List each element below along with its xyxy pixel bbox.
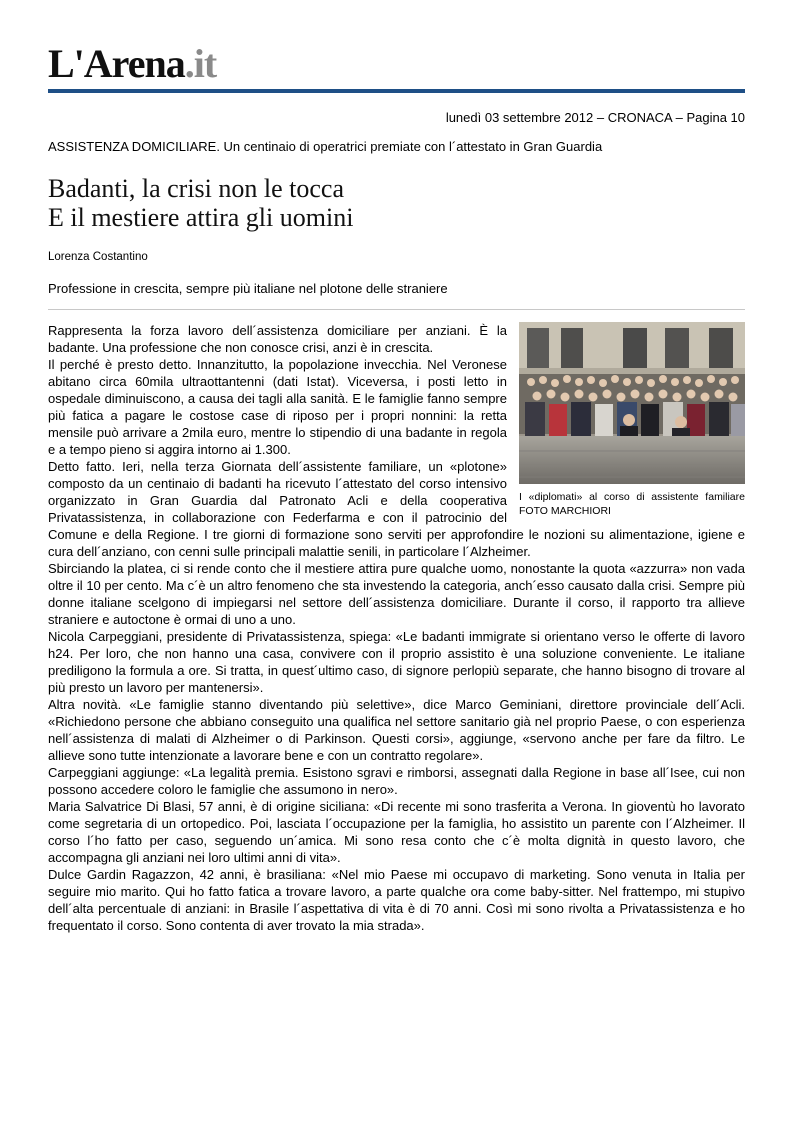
body-paragraph: Rappresenta la forza lavoro dell´assistenza domiciliare per anziani. È la badante. Una professione che non conosce crisi, anzi è in crescita. (48, 323, 507, 355)
photo-spacer (519, 322, 745, 522)
body-paragraph: Maria Salvatrice Di Blasi, 57 anni, è di origine siciliana: «Di recente mi sono trasferita a Verona. In gioventù ho lavorato come segretaria di un ortopedico. Poi, lasciata l´occupazione per la famiglia, ho assistito un parente con l´Alzheimer. Il corso l´ho fatto per caso, seguendo un´amica. Mi sono resa conto che c´è molta dignità in questo lavoro, che accompagna gli anziani nei loro ultimi anni di vita». (48, 799, 745, 865)
author-byline: Lorenza Costantino (48, 251, 148, 263)
headline (48, 174, 745, 232)
body-paragraph: Dulce Gardin Ragazzon, 42 anni, è brasiliana: «Nel mio Paese mi occupavo di marketing. Sono venuta in Italia per seguire mio marito. Qui ho fatto fatica a trovare lavoro, a parte qualche ora come baby-sitter. Nel frattempo, mi stupivo dell´alta percentuale di anziani: in Brasile l´aspettativa di vita è di 70 anni. Così mi sono rivolta a Privatassistenza e ho frequentato il corso. Sono contenta di aver trovato la mia strada». (48, 867, 745, 933)
body-paragraph: Sbirciando la platea, ci si rende conto che il mestiere attira pure qualche uomo, nonostante la quota «azzurra» non vada oltre il 10 per cento. Ma c´è un altro fenomeno che sta investendo la categoria, anch´esso causato dalla crisi. Sempre più donne italiane scelgono di impiegarsi nel settore dell´assistenza domiciliare. Durante il corso, il rapporto tra allieve straniere e autoctone è ormai di uno a uno. (48, 561, 745, 627)
body-paragraph: Detto fatto. Ieri, nella terza Giornata dell´assistente familiare, un «plotone» composto da un centinaio di badanti ha ricevuto l´attestato del corso intensivo organizzato in Gran Guardia dal Patronato Acli e della cooperativa Privatassistenza, in collaborazione con Federfarma e con il patrocinio del Comune e della Regione. I tre giorni di formazione sono serviti per approfondire le nozioni su alimentazione, igiene e cura dell´anziano, con cenni sulle principali malattie senili, in particolare l´Alzheimer. (48, 459, 745, 559)
masthead-logo[interactable] (48, 41, 217, 86)
body-paragraph: Nicola Carpeggiani, presidente di Privatassistenza, spiega: «Le badanti immigrate si orientano verso le offerte di lavoro h24. Per loro, che non hanno una casa, convivere con il proprio assistito è una soluzione conveniente. Le italiane prediligono la formula a ore. Si tratta, in quest´ultimo caso, di signore perlopiù separate, che hanno bisogno di trovare al più presto un lavoro per mantenersi». (48, 629, 745, 695)
masthead-suffix: .it (184, 41, 217, 86)
body-paragraph: Carpeggiani aggiunge: «La legalità premia. Esistono sgravi e rimborsi, assegnati dalla Regione in base all´Isee, cui non possono accedere coloro le famiglie che assumono in nero». (48, 765, 745, 797)
photo-caption: I «diplomati» al corso di assistente familiare FOTO MARCHIORI (519, 491, 745, 517)
masthead-brand: L'Arena (48, 41, 185, 86)
masthead-rule (48, 89, 745, 93)
divider (48, 309, 745, 310)
kicker: ASSISTENZA DOMICILIARE. Un centinaio di operatrici premiate con l´attestato in Gran Guardia (48, 139, 603, 154)
body-paragraph: Altra novità. «Le famiglie stanno diventando più selettive», dice Marco Geminiani, direttore provinciale dell´Acli. «Richiedono persone che abbiano conseguito una qualifica nel settore sanitario già nel proprio Paese, o con esperienza nell´assistenza di malati di Alzheimer o di Parkinson. Questi corsi», aggiunge, «servono anche per fare da filtro. Le allieve sono tutte intenzionate a lavorare bene e con un contratto regolare». (48, 697, 745, 763)
subheadline: Professione in crescita, sempre più italiane nel plotone delle straniere (48, 281, 448, 296)
headline-line-1: Badanti, la crisi non le tocca (48, 174, 345, 203)
body-paragraph: Il perché è presto detto. Innanzitutto, la popolazione invecchia. Nel Veronese abitano circa 60mila ultraottantenni (dati Istat). Viceversa, i posti letto in ospedale diminuiscono, a causa dei tagli alla sanità. E le famiglie fanno sempre più fatica a pagare le costose case di riposo per i propri nonnini: la retta mensile può arrivare a 2mila euro, mentre lo stipendio di una badante in regola e a tempo pieno si aggira intorno ai 1.300. (48, 357, 507, 457)
headline-line-2: E il mestiere attira gli uomini (48, 203, 354, 232)
article-body (48, 322, 745, 934)
dateline: lunedì 03 settembre 2012 – CRONACA – Pagina 10 (445, 110, 745, 125)
